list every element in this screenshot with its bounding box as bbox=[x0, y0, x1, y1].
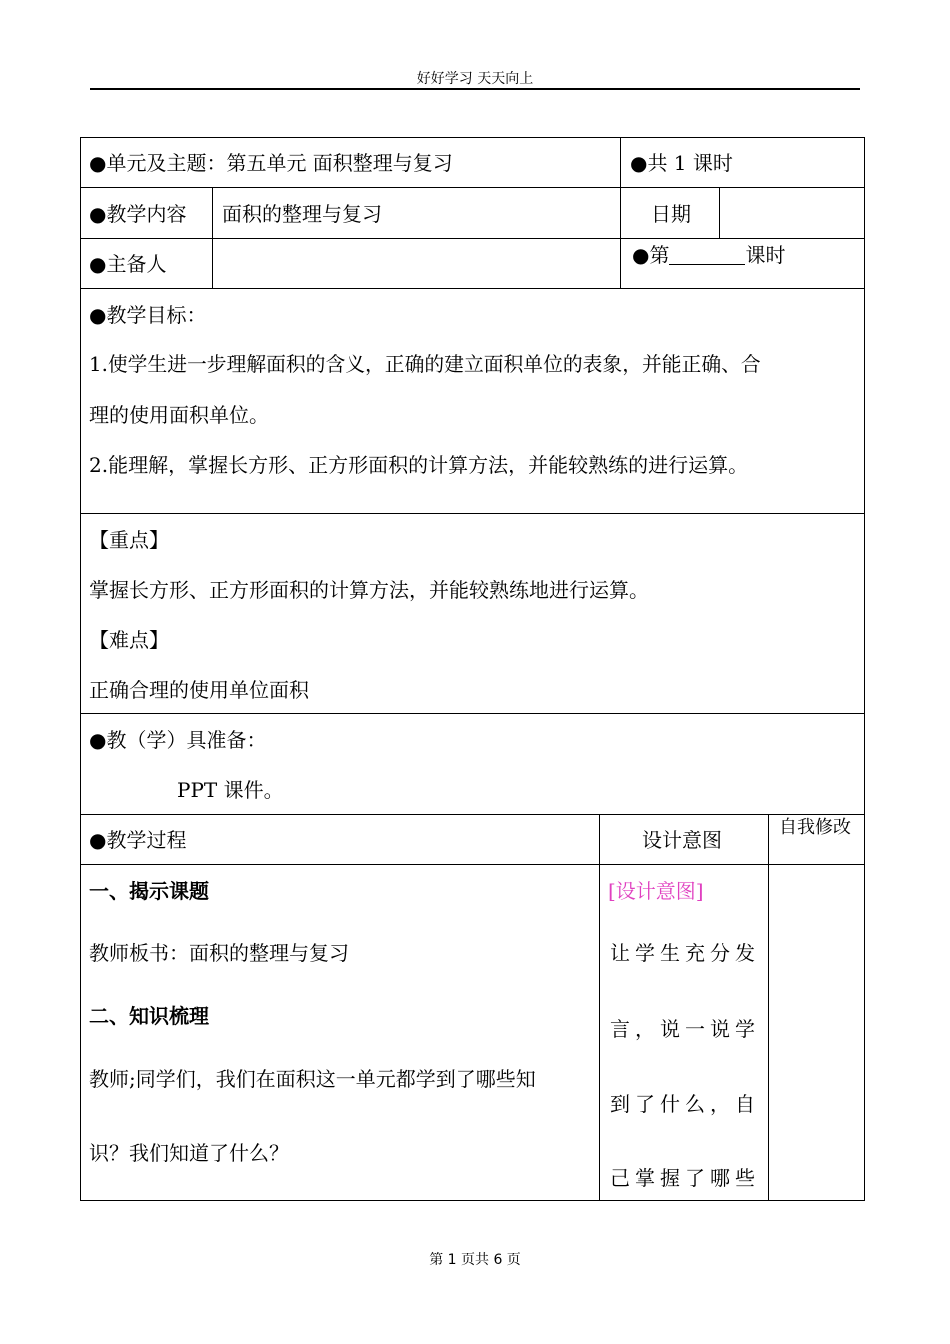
preparation-title: ●教（学）具准备： bbox=[89, 728, 267, 752]
difficulty-title: 【难点】 bbox=[89, 628, 169, 652]
col-divider-date bbox=[719, 187, 720, 238]
page-header: 好好学习 天天向上 bbox=[416, 71, 534, 87]
table-border-bottom bbox=[80, 1200, 865, 1201]
col-divider-periods bbox=[620, 137, 621, 289]
design-intent-line-3: 到了什么，自 bbox=[610, 1092, 760, 1116]
objective-line-2: 理的使用面积单位。 bbox=[89, 403, 269, 427]
intent-header: 设计意图 bbox=[642, 828, 722, 852]
row-divider-1 bbox=[80, 187, 865, 188]
content-value: 面积的整理与复习 bbox=[222, 202, 382, 226]
col-divider-revise bbox=[768, 814, 769, 1201]
objective-line-3: 2.能理解，掌握长方形、正方形面积的计算方法，并能较熟练的进行运算。 bbox=[89, 453, 749, 477]
difficulty-text: 正确合理的使用单位面积 bbox=[89, 678, 309, 702]
col-divider-label bbox=[212, 187, 213, 289]
row-divider-2 bbox=[80, 238, 865, 239]
row-divider-4 bbox=[80, 513, 865, 514]
unit-topic: ●单元及主题：第五单元 面积整理与复习 bbox=[89, 151, 453, 175]
preparation-text: PPT 课件。 bbox=[177, 778, 284, 802]
content-label: ●教学内容 bbox=[89, 202, 187, 226]
process-header: ●教学过程 bbox=[89, 828, 187, 852]
revise-header: 自我修改 bbox=[779, 817, 851, 838]
teacher-board: 教师板书：面积的整理与复习 bbox=[89, 941, 349, 965]
row-divider-6 bbox=[80, 814, 865, 815]
table-border-left bbox=[80, 137, 81, 1201]
page-footer: 第 1 页共 6 页 bbox=[429, 1252, 521, 1268]
teacher-question-line-1: 教师;同学们，我们在面积这一单元都学到了哪些知 bbox=[89, 1067, 536, 1091]
table-border-right bbox=[864, 137, 865, 1201]
row-divider-5 bbox=[80, 713, 865, 714]
header-rule bbox=[90, 88, 860, 90]
table-border-top bbox=[80, 137, 865, 138]
key-point-title: 【重点】 bbox=[89, 528, 169, 552]
date-label: 日期 bbox=[651, 202, 691, 226]
lesson-suffix: 课时 bbox=[745, 243, 786, 267]
design-intent-line-4: 己掌握了哪些 bbox=[610, 1166, 760, 1190]
section-knowledge-review: 二、知识梳理 bbox=[89, 1004, 209, 1028]
teacher-question-line-2: 识？我们知道了什么？ bbox=[89, 1141, 289, 1165]
section-reveal-topic: 一、揭示课题 bbox=[89, 879, 209, 903]
objective-line-1: 1.使学生进一步理解面积的含义，正确的建立面积单位的表象，并能正确、合 bbox=[89, 353, 761, 376]
row-divider-3 bbox=[80, 288, 865, 289]
design-intent-line-1: 让学生充分发 bbox=[610, 941, 760, 965]
lesson-prefix: ●第 bbox=[632, 243, 670, 267]
lesson-blank bbox=[669, 246, 745, 265]
preparer-label: ●主备人 bbox=[89, 252, 167, 276]
lesson-number bbox=[632, 245, 785, 265]
design-intent-line-2: 言，说一说学 bbox=[610, 1017, 760, 1041]
col-divider-intent bbox=[599, 814, 600, 1201]
objectives-title: ●教学目标： bbox=[89, 303, 207, 327]
design-intent-tag: [设计意图] bbox=[608, 879, 704, 903]
key-point-text: 掌握长方形、正方形面积的计算方法，并能较熟练地进行运算。 bbox=[89, 578, 649, 602]
period-count: ●共 1 课时 bbox=[630, 151, 733, 175]
row-divider-7 bbox=[80, 864, 865, 865]
